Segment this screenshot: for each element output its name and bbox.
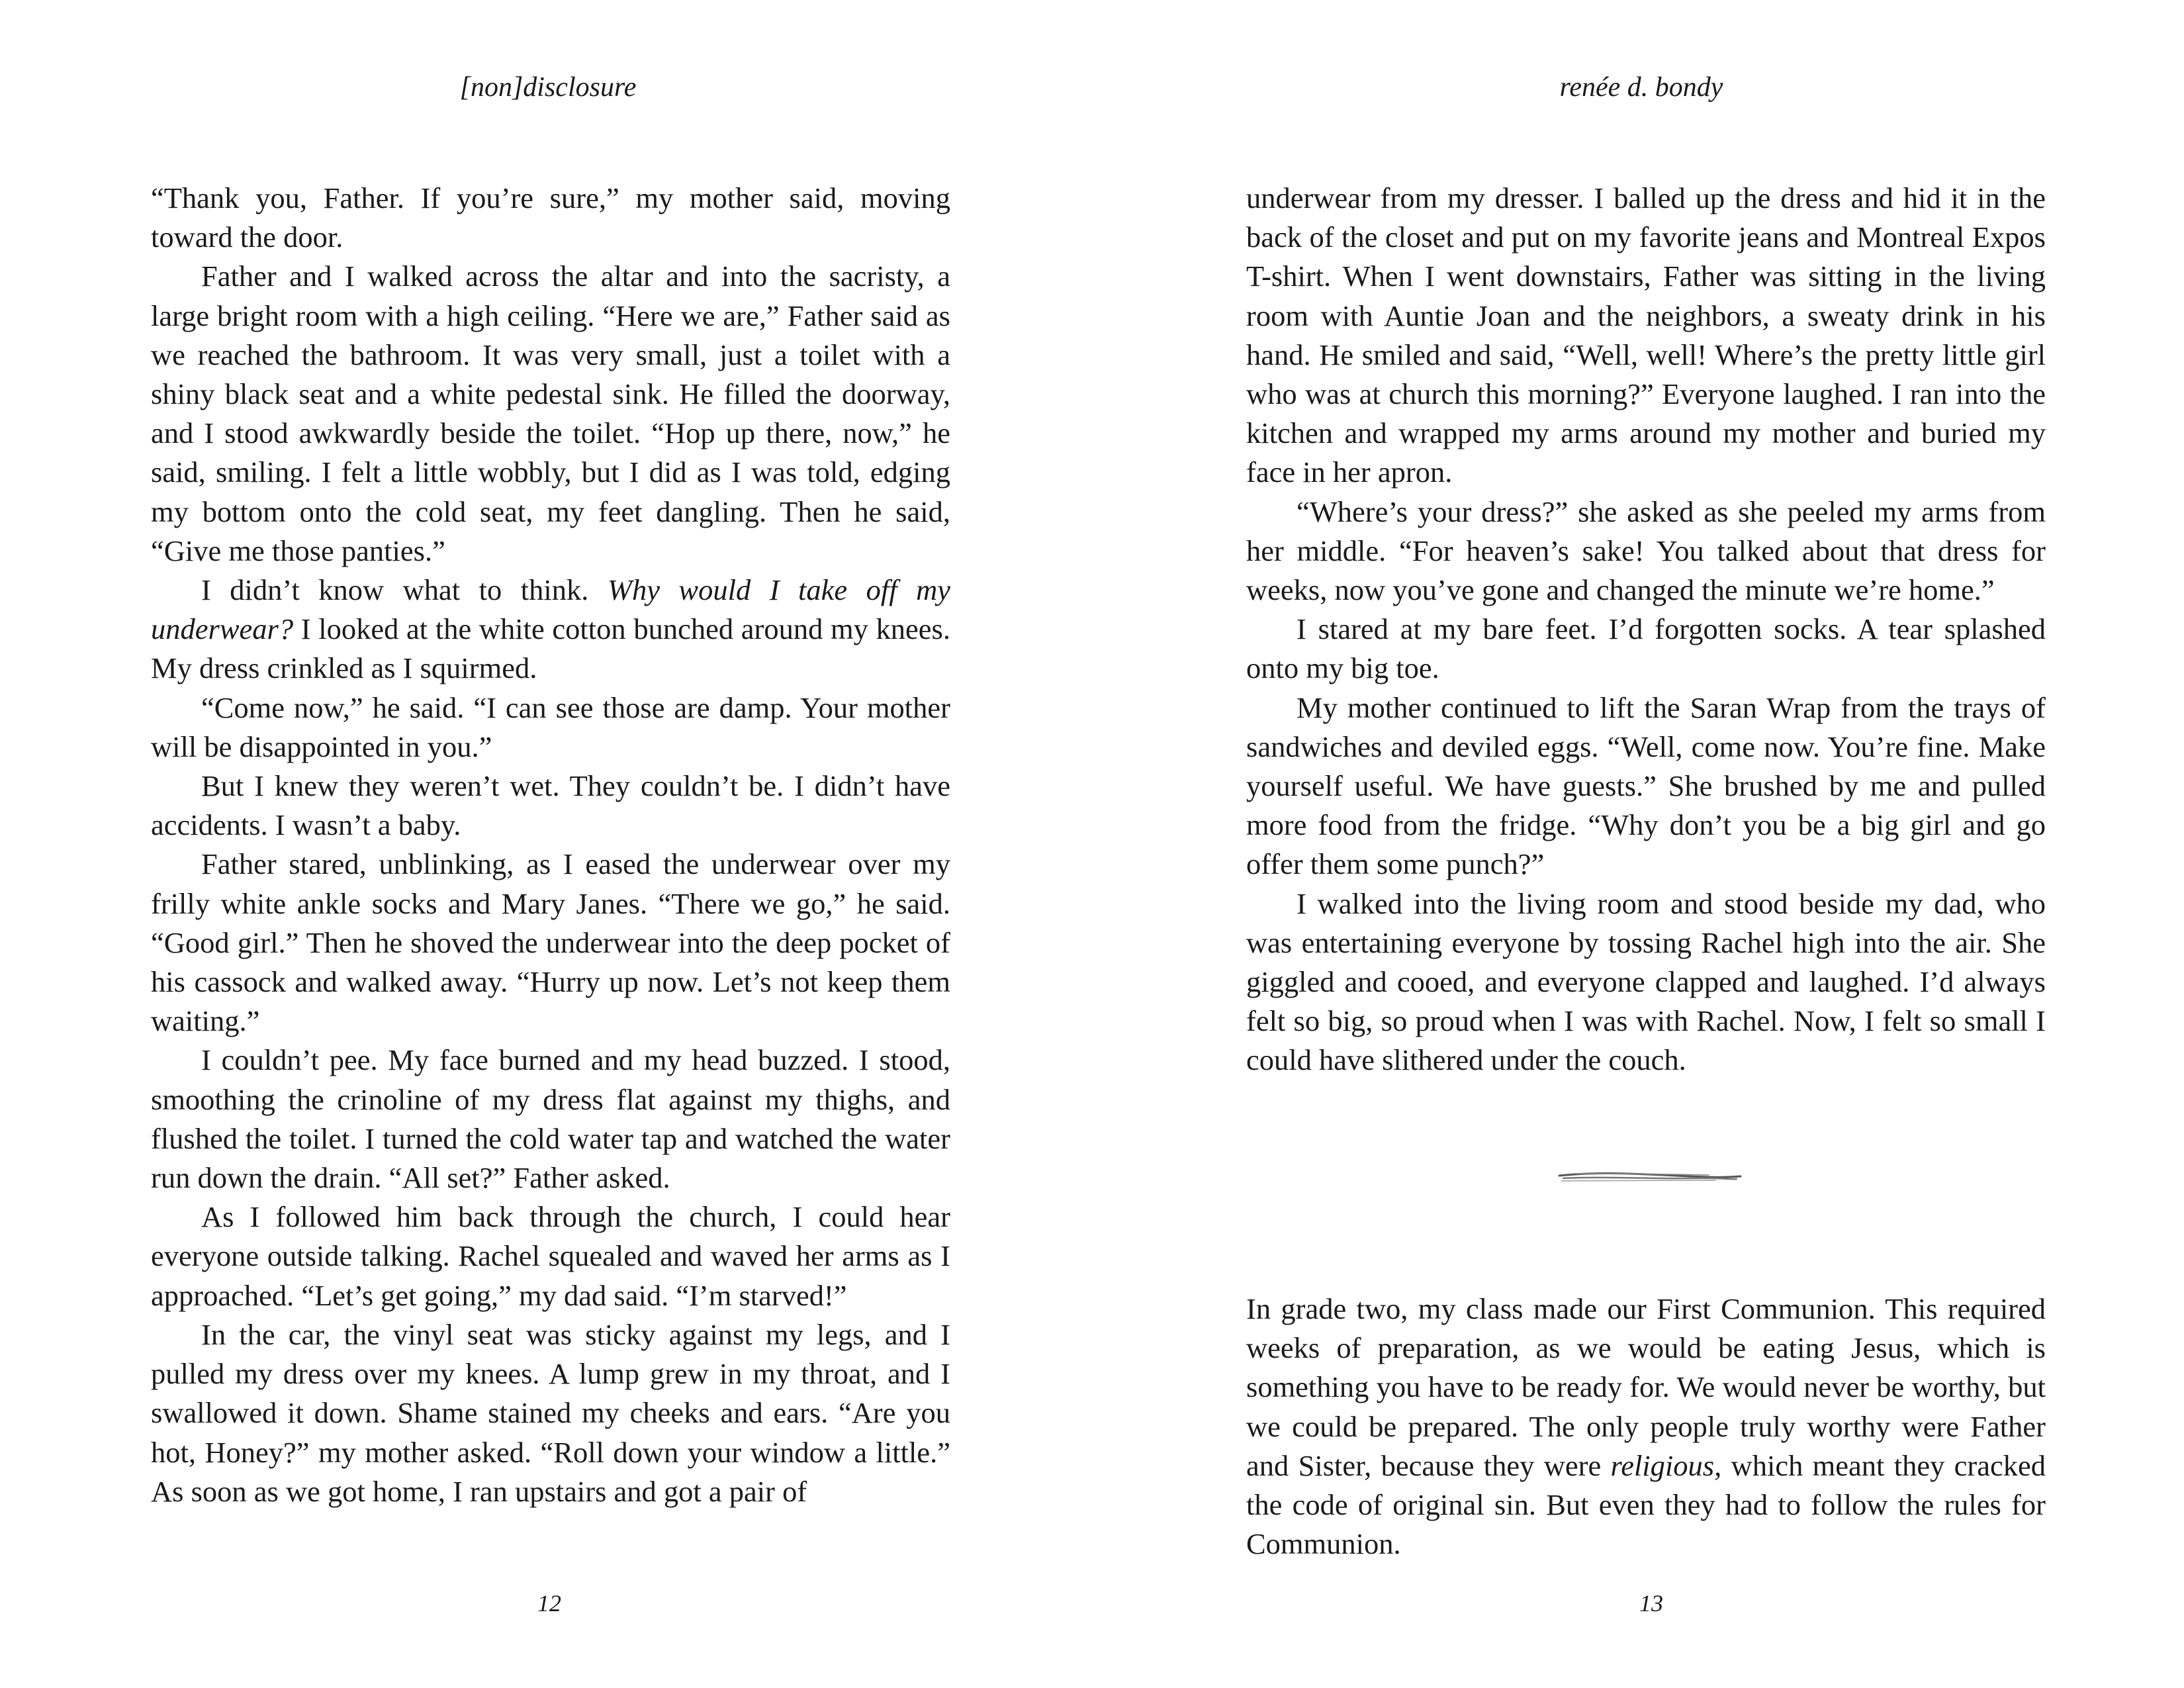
left-page-body xyxy=(151,179,950,1511)
paragraph-text: I looked at the white cotton bunched around my knees. My dress crinkled as I squirmed. xyxy=(151,612,950,685)
paragraph: Father and I walked across the altar and into the sacristy, a large bright room with a high ceiling. “Here we are,” Father said as we reached the bathroom. It was very small, just a toilet with a shiny black seat and a white pedestal sink. He filled the doorway, and I stood awkwardly beside the toilet. “Hop up there, now,” he said, smiling. I felt a little wobbly, but I did as I was told, edging my bottom onto the cold seat, my feet dangling. Then he said, “Give me those panties.” xyxy=(151,259,950,567)
paragraph: I stared at my bare feet. I’d forgotten socks. A tear splashed onto my big toe. xyxy=(1246,612,2046,685)
paragraph: “Come now,” he said. “I can see those are damp. Your mother will be disappointed in you.” xyxy=(151,690,950,763)
paragraph-text: which meant they cracked the code of original sin. But even they had to follow the rules for Communion. xyxy=(1246,1448,2046,1561)
paragraph: I walked into the living room and stood beside my dad, who was entertaining everyone by tossing Rachel high into the air. She giggled and cooed, and everyone clapped and laughed. I’d always felt so big, so proud when I was with Rachel. Now, I felt so small I could have slithered under the couch. xyxy=(1246,886,2046,1077)
page-number: 13 xyxy=(1639,1590,1663,1617)
paragraph-text: In grade two, my class made our First Communion. This required weeks of preparation, as we would be eating Jesus, which is something you have to be ready for. We would never be worthy, but we could be prepared. The only people truly worthy were Father and Sister, because they were xyxy=(1246,1292,2046,1482)
paragraph: As I followed him back through the church, I could hear everyone outside talking. Rachel squealed and waved her arms as I approached. “Let’s get going,” my dad said. “I’m starved!” xyxy=(151,1200,950,1312)
paragraph: Father stared, unblinking, as I eased the underwear over my frilly white ankle socks and Mary Janes. “There we go,” he said. “Good girl.” Then he shoved the underwear into the deep pocket of his cassock and walked away. “Hurry up now. Let’s not keep them waiting.” xyxy=(151,847,950,1038)
paragraph: My mother continued to lift the Saran Wrap from the trays of sandwiches and deviled eggs. “Well, come now. You’re fine. Make yourself useful. We have guests.” She brushed by me and pulled more food from the fridge. “Why don’t you be a big girl and go offer them some punch?” xyxy=(1246,690,2046,881)
italic-word: religious, xyxy=(1610,1448,1722,1482)
paragraph-text: I didn’t know what to think. xyxy=(201,573,608,607)
italic-thought: Why would I take off my underwear? xyxy=(151,573,950,646)
paragraph xyxy=(1246,1289,2046,1564)
paragraph: “Thank you, Father. If you’re sure,” my mother said, moving toward the door. xyxy=(151,181,950,254)
paragraph: “Where’s your dress?” she asked as she peeled my arms from her middle. “For heaven’s sake! You talked about that dress for weeks, now you’ve gone and changed the minute we’re home.” xyxy=(1246,494,2046,607)
paragraph xyxy=(151,571,950,688)
ornamental-dash-icon xyxy=(1557,1165,1743,1189)
paragraph: But I knew they weren’t wet. They couldn’t be. I didn’t have accidents. I wasn’t a baby. xyxy=(151,769,950,842)
right-page xyxy=(1092,0,2184,1688)
paragraph: In the car, the vinyl seat was sticky against my legs, and I pulled my dress over my knees. A lump grew in my throat, and I swallowed it down. Shame stained my cheeks and ears. “Are you hot, Honey?” my mother asked. “Roll down your window a little.” As soon as we got home, I ran upstairs and got a pair of xyxy=(151,1317,950,1508)
running-head-book-title: [non]disclosure xyxy=(459,72,637,103)
right-page-body-after-break xyxy=(1246,1289,2046,1564)
paragraph: I couldn’t pee. My face burned and my head buzzed. I stood, smoothing the crinoline of my dress flat against my thighs, and flushed the toilet. I turned the cold water tap and watched the water run down the drain. “All set?” Father asked. xyxy=(151,1043,950,1195)
page-number: 12 xyxy=(537,1590,561,1617)
right-page-body xyxy=(1246,179,2046,1080)
paragraph: underwear from my dresser. I balled up the dress and hid it in the back of the closet and put on my favorite jeans and Montreal Expos T-shirt. When I went downstairs, Father was sitting in the living room with Auntie Joan and the neighbors, a sweaty drink in his hand. He smiled and said, “Well, well! Where’s the pretty little girl who was at church this morning?” Everyone laughed. I ran into the kitchen and wrapped my arms around my mother and buried my face in her apron. xyxy=(1246,181,2046,489)
running-head-author: renée d. bondy xyxy=(1559,72,1723,103)
